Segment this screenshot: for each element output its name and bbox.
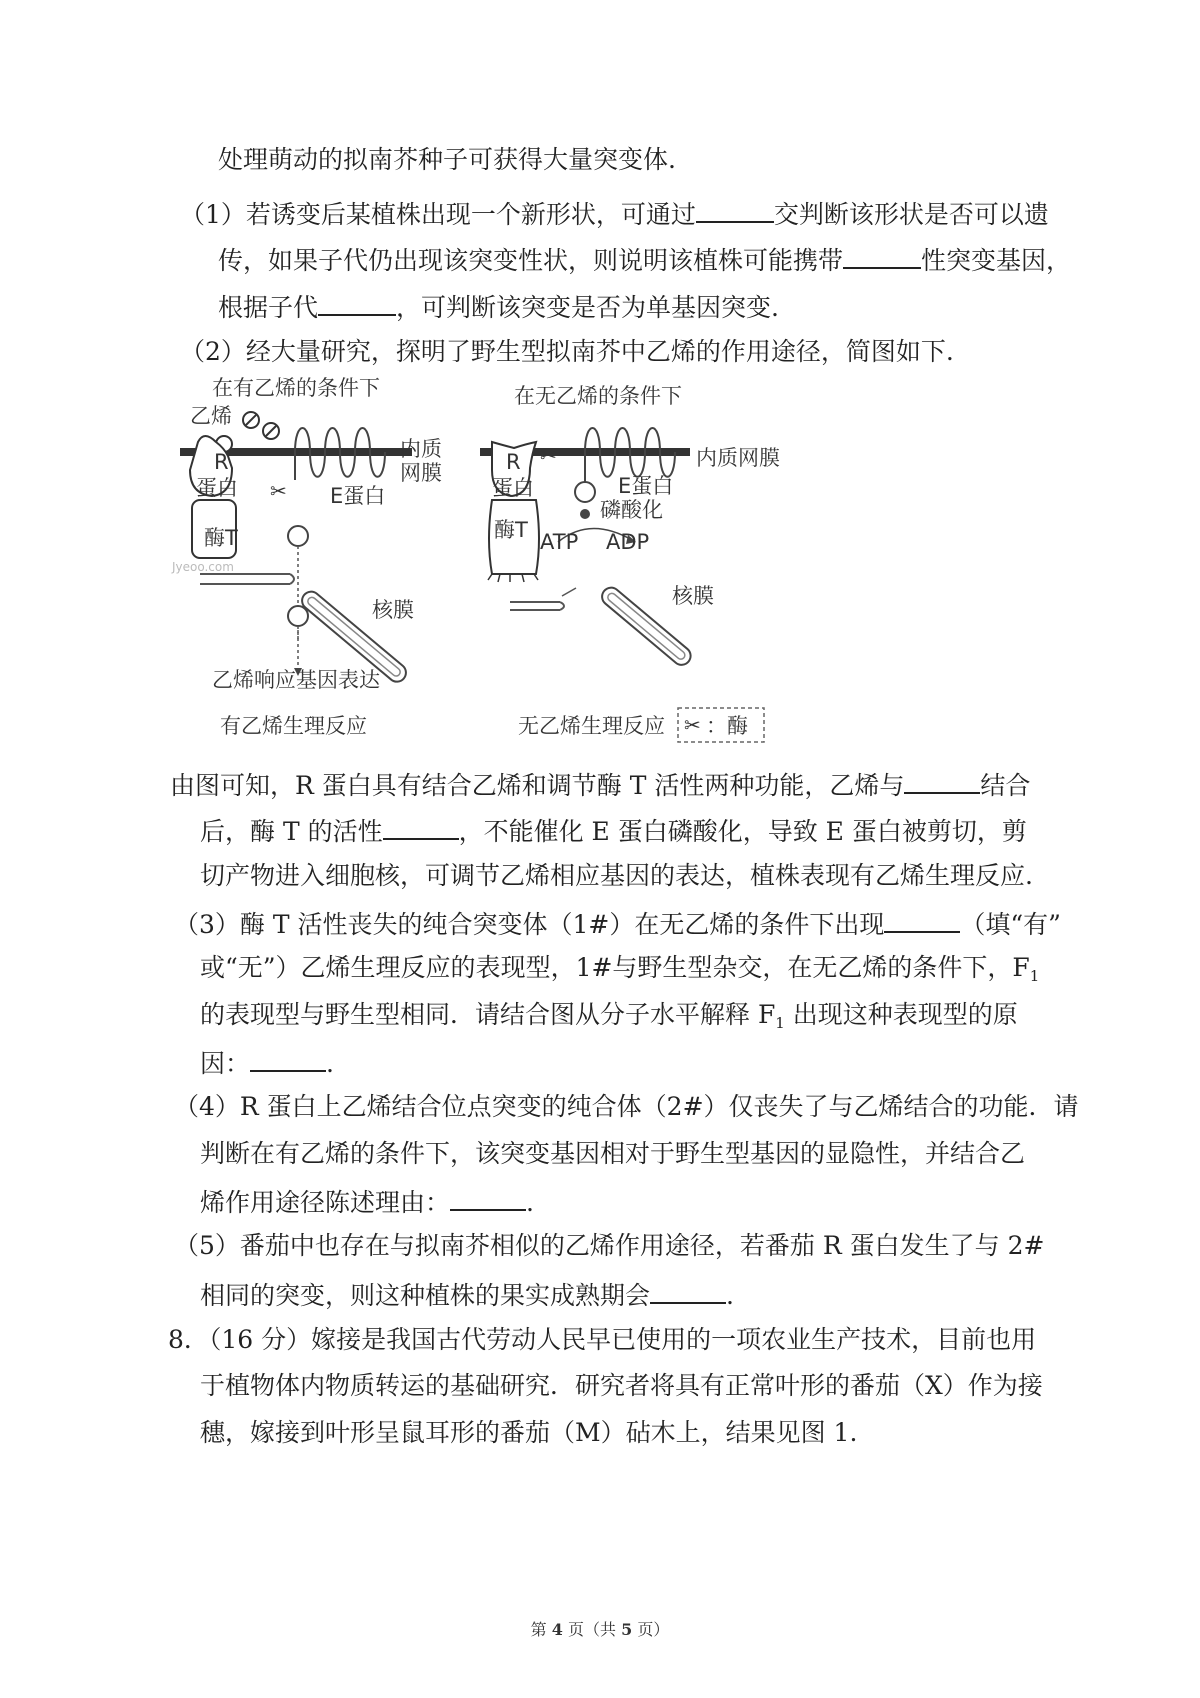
left-panel-title: 在有乙烯的条件下 (212, 376, 380, 400)
q8-line-2: 于植物体内物质转运的基础研究．研究者将具有正常叶形的番茄（X）作为接 (200, 1371, 1043, 1400)
e-protein-end (575, 482, 595, 502)
left-result-label: 有乙烯生理反应 (220, 714, 367, 738)
q4-line-2: 判断在有乙烯的条件下，该突变基因相对于野生型基因的显隐性，并结合乙 (200, 1139, 1026, 1168)
q8-line-1: 8．（16 分）嫁接是我国古代劳动人民早已使用的一项农业生产技术，目前也用 (168, 1325, 1037, 1354)
ethylene-label: 乙烯 (190, 404, 232, 428)
page-number: 4 (551, 1620, 563, 1639)
answer-blank[interactable] (884, 907, 960, 933)
q1-line-3: 根据子代 ，可判断该突变是否为单基因突变. (218, 290, 779, 323)
atp-label: ATP (540, 530, 579, 554)
q2-line-1: （2）经大量研究，探明了野生型拟南芥中乙烯的作用途径，简图如下. (180, 337, 954, 366)
answer-blank[interactable] (696, 197, 774, 223)
right-panel-title: 在无乙烯的条件下 (514, 384, 682, 408)
q3-line-4: 因： . (200, 1046, 334, 1079)
q2b-line-2: 后，酶 T 的活性 ，不能催化 E 蛋白磷酸化，导致 E 蛋白被剪切，剪 (200, 814, 1027, 847)
enzyme-t-label: 酶T (494, 518, 528, 542)
scissors-icon: ✂ (540, 443, 557, 467)
intro-line: 处理萌动的拟南芥种子可获得大量突变体. (218, 145, 676, 174)
q8-line-3: 穗，嫁接到叶形呈鼠耳形的番茄（M）砧木上，结果见图 1. (200, 1418, 858, 1447)
protein-label: 蛋白 (196, 476, 238, 500)
scissors-icon: ✂ (270, 479, 287, 503)
q1-line-2: 传，如果子代仍出现该突变性状，则说明该植株可能携带 性突变基因， (218, 243, 1071, 276)
answer-blank[interactable] (904, 768, 980, 794)
scissors-icon: ✂ (684, 713, 701, 737)
r-label: R (214, 450, 229, 474)
answer-blank[interactable] (650, 1278, 726, 1304)
q5-line-2: 相同的突变，则这种植株的果实成熟期会 . (200, 1278, 734, 1311)
er-membrane-label-left: 网膜 (400, 461, 442, 485)
q5-line-1: （5）番茄中也存在与拟南芥相似的乙烯作用途径，若番茄 R 蛋白发生了与 2# (174, 1231, 1045, 1260)
answer-blank[interactable] (383, 814, 459, 840)
cleaved-fragment (288, 606, 308, 626)
q3-line-2: 或“无”）乙烯生理反应的表现型，1#与野生型杂交，在无乙烯的条件下，$F_1$ (200, 953, 1040, 985)
answer-blank[interactable] (450, 1185, 526, 1211)
er-membrane-label-left: 内质 (400, 437, 442, 461)
q3-line-3: 的表现型与野生型相同．请结合图从分子水平解释 $F_1$ 出现这种表现型的原 (200, 1000, 1018, 1032)
enzyme-t-label: 酶T (204, 526, 238, 550)
cleaved-fragment (288, 526, 308, 546)
q1-line-1: （1）若诱变后某植株出现一个新形状，可通过 交判断该形状是否可以遗 (180, 197, 1049, 230)
q2b-line-1: 由图可知，R 蛋白具有结合乙烯和调节酶 T 活性两种功能，乙烯与 结合 (170, 768, 1030, 801)
nuclear-membrane-label: 核膜 (372, 598, 414, 622)
e-protein-label: E蛋白 (330, 484, 386, 508)
q3-line-1: （3）酶 T 活性丧失的纯合突变体（1#）在无乙烯的条件下出现 （填“有” (174, 907, 1061, 940)
protein-label: 蛋白 (492, 476, 534, 500)
right-result-label: 无乙烯生理反应 (518, 714, 665, 738)
q2b-line-3: 切产物进入细胞核，可调节乙烯相应基因的表达，植株表现有乙烯生理反应. (200, 861, 1033, 890)
page-footer: 第 4 页（共 5 页） (530, 1620, 670, 1639)
phosphate-group (580, 509, 590, 519)
watermark: Jyeoo.com (172, 560, 234, 574)
answer-blank[interactable] (843, 243, 921, 269)
legend-enzyme-label: ：酶 (706, 714, 748, 738)
q4-line-1: （4）R 蛋白上乙烯结合位点突变的纯合体（2#）仅丧失了与乙烯结合的功能．请 (174, 1092, 1079, 1121)
r-label: R (506, 450, 521, 474)
total-pages: 5 (621, 1620, 633, 1639)
nuclear-membrane-label: 核膜 (672, 584, 714, 608)
adp-label: ADP (606, 530, 650, 554)
e-protein-label: E蛋白 (618, 474, 674, 498)
gene-expression-label: 乙烯响应基因表达 (212, 668, 380, 692)
answer-blank[interactable] (250, 1046, 326, 1072)
er-membrane-label-right: 内质网膜 (696, 446, 780, 470)
answer-blank[interactable] (318, 290, 396, 316)
q4-line-3: 烯作用途径陈述理由： . (200, 1185, 534, 1218)
phosphorylation-label: 磷酸化 (600, 498, 663, 522)
